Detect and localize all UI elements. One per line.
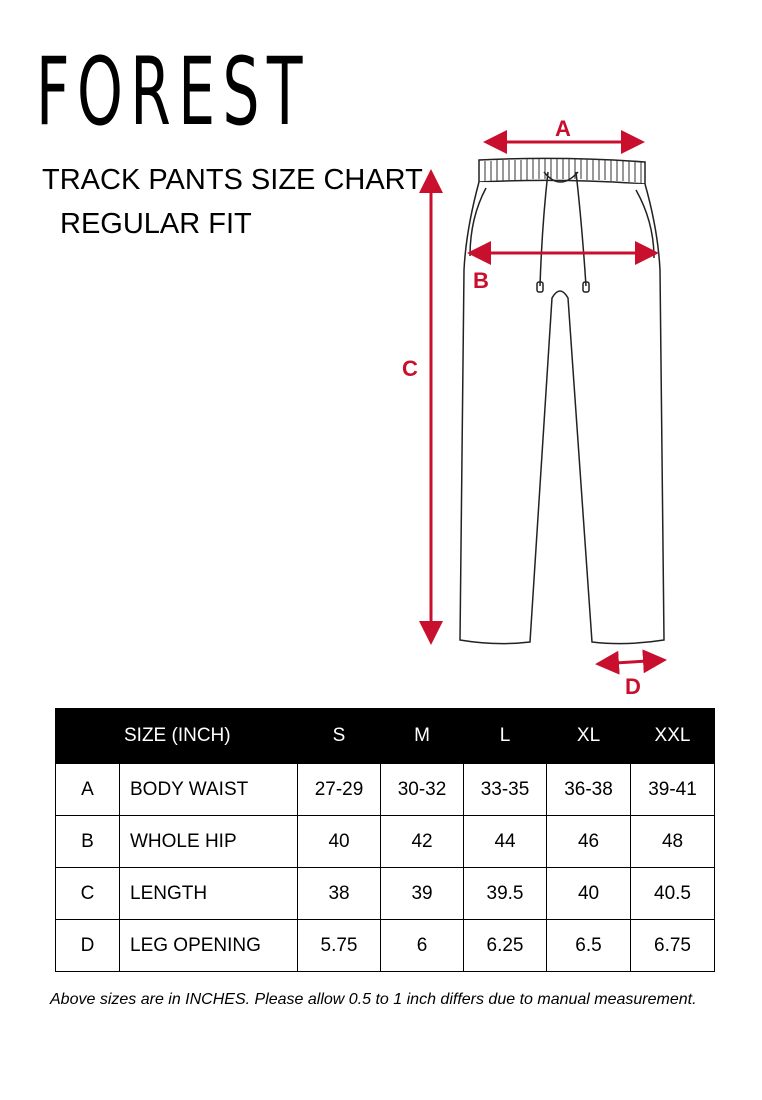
cell-value: 30-32: [381, 764, 464, 816]
label-b: B: [473, 268, 489, 293]
chart-title: TRACK PANTS SIZE CHART: [42, 164, 423, 196]
cell-value: 6.25: [464, 920, 547, 972]
row-name: WHOLE HIP: [120, 816, 298, 868]
fit-label: REGULAR FIT: [60, 208, 252, 240]
cell-value: 42: [381, 816, 464, 868]
cell-value: 40.5: [631, 868, 715, 920]
header-l: L: [464, 709, 547, 764]
arrow-d: [598, 660, 664, 664]
table-row: [56, 868, 715, 920]
header-xl: XL: [547, 709, 631, 764]
row-name: BODY WAIST: [120, 764, 298, 816]
header-s: S: [298, 709, 381, 764]
waistband: [479, 158, 645, 184]
cell-value: 40: [547, 868, 631, 920]
cell-value: 38: [298, 868, 381, 920]
header-m: M: [381, 709, 464, 764]
cell-value: 33-35: [464, 764, 547, 816]
cell-value: 48: [631, 816, 715, 868]
header-xxl: XXL: [631, 709, 715, 764]
label-a: A: [555, 116, 571, 141]
table-row: [56, 764, 715, 816]
cell-value: 36-38: [547, 764, 631, 816]
cell-value: 44: [464, 816, 547, 868]
row-name: LEG OPENING: [120, 920, 298, 972]
leg-outline: [460, 182, 664, 644]
size-table: [55, 708, 715, 972]
pants-outline: [460, 158, 664, 643]
row-code: C: [56, 868, 120, 920]
cell-value: 6.5: [547, 920, 631, 972]
header-size: SIZE (INCH): [56, 709, 298, 764]
table-row: [56, 920, 715, 972]
table-header-row: [56, 709, 715, 764]
cell-value: 39-41: [631, 764, 715, 816]
cell-value: 6: [381, 920, 464, 972]
cell-value: 40: [298, 816, 381, 868]
cell-value: 5.75: [298, 920, 381, 972]
row-code: A: [56, 764, 120, 816]
cell-value: 39.5: [464, 868, 547, 920]
cell-value: 27-29: [298, 764, 381, 816]
measurement-note: Above sizes are in INCHES. Please allow 0.5 to 1 inch differs due to manual measurement.: [50, 991, 697, 1008]
cell-value: 46: [547, 816, 631, 868]
label-c: C: [402, 356, 418, 381]
label-d: D: [625, 674, 641, 699]
row-name: LENGTH: [120, 868, 298, 920]
cell-value: 6.75: [631, 920, 715, 972]
cell-value: 39: [381, 868, 464, 920]
row-code: B: [56, 816, 120, 868]
row-code: D: [56, 920, 120, 972]
table-row: [56, 816, 715, 868]
brand-logo: FOREST: [36, 38, 310, 147]
